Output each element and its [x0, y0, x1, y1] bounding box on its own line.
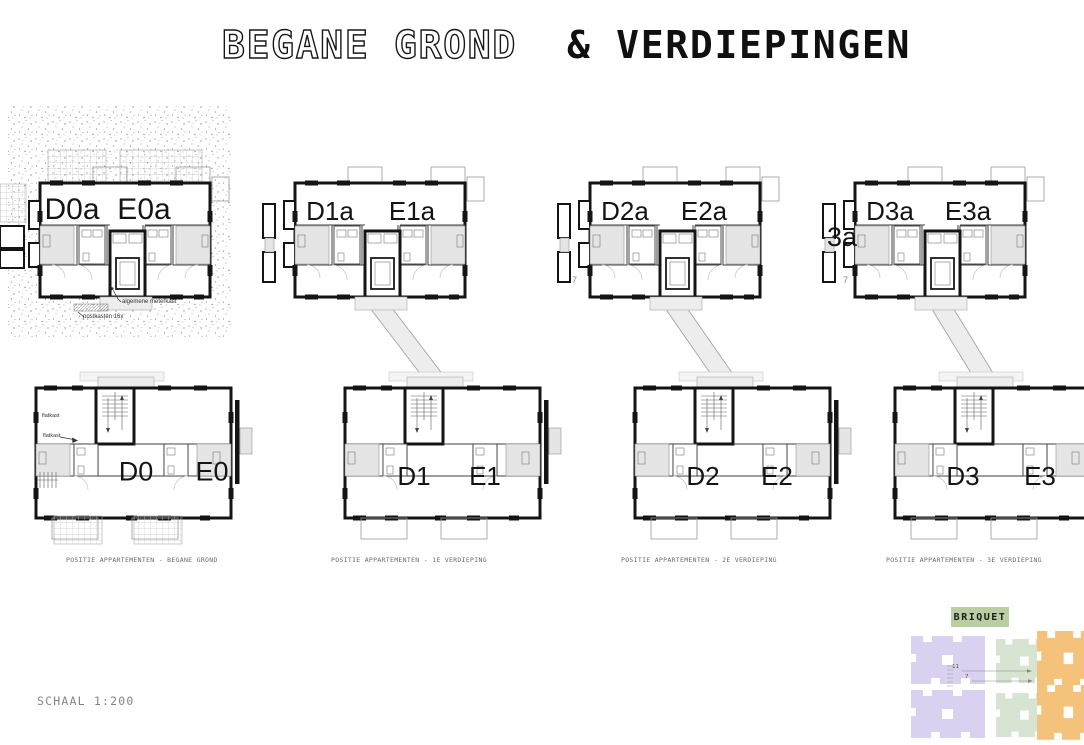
neighbour-fragment	[263, 204, 275, 282]
annotation-meterkast: algemene meterkast	[122, 299, 177, 305]
unit-label-D0: D0	[118, 456, 154, 487]
project-name-badge: BRIQUET	[951, 607, 1009, 627]
unit-label-D3a: D3a	[866, 196, 914, 226]
title-outlined-text: BEGANE GROND	[222, 23, 517, 67]
floor-plan-lower-1	[343, 372, 562, 539]
floor-plan-lower-3	[893, 372, 1084, 539]
unit-label-E0: E0	[195, 456, 229, 487]
neighbour-fragment	[558, 204, 570, 282]
caption-2e-verdieping: POSITIE APPARTEMENTEN - 2E VERDIEPING	[621, 556, 777, 564]
neighbour-unit-label: 3a	[827, 222, 858, 252]
caption-1e-verdieping: POSITIE APPARTEMENTEN - 1E VERDIEPING	[331, 556, 487, 564]
site-dimension-a: 11	[952, 664, 959, 670]
annotation-postkasten: postkasten 16x	[83, 314, 124, 320]
walkway-connectors	[370, 306, 996, 380]
caption-begane-grond: POSITIE APPARTEMENTEN - BEGANE GROND	[66, 556, 218, 564]
site-dimension-b: 7	[965, 674, 969, 680]
floor-plan-upper-0	[29, 167, 229, 310]
annotation-flatkast-1: flatkast	[42, 413, 60, 419]
neighbour-number: 7	[572, 275, 578, 285]
title-solid-text: & VERDIEPINGEN	[567, 23, 912, 67]
annotation-flatkast-2: flatkast	[43, 433, 61, 439]
site-plan	[911, 631, 1084, 740]
caption-3e-verdieping: POSITIE APPARTEMENTEN - 3E VERDIEPING	[886, 556, 1042, 564]
unit-label-E3: E3	[1024, 461, 1056, 491]
unit-label-E2a: E2a	[680, 196, 728, 226]
floor-plan-upper-2	[579, 167, 779, 310]
neighbour-number: 7	[843, 275, 849, 285]
floor-plan-lower-0	[34, 372, 253, 539]
site-block-purple	[911, 636, 985, 684]
site-block-orange	[1037, 631, 1084, 686]
unit-label-D1: D1	[397, 461, 431, 491]
unit-label-D2: D2	[686, 461, 720, 491]
unit-label-E1: E1	[469, 461, 501, 491]
unit-label-E2: E2	[761, 461, 793, 491]
floor-plan-upper-1	[284, 167, 484, 310]
unit-label-D2a: D2a	[601, 196, 649, 226]
unit-label-E3a: E3a	[944, 196, 992, 226]
unit-label-E1a: E1a	[388, 196, 436, 226]
unit-label-D0a: D0a	[44, 193, 100, 226]
unit-label-D3: D3	[946, 461, 980, 491]
unit-label-E0a: E0a	[117, 193, 171, 226]
scale-label: SCHAAL 1:200	[37, 694, 135, 708]
floor-plan-upper-3	[844, 167, 1044, 310]
site-block-orange	[1037, 685, 1084, 740]
floor-plan-lower-2	[633, 372, 852, 539]
sheet-title	[0, 8, 1084, 78]
unit-label-D1a: D1a	[306, 196, 354, 226]
site-block-purple	[911, 690, 985, 738]
